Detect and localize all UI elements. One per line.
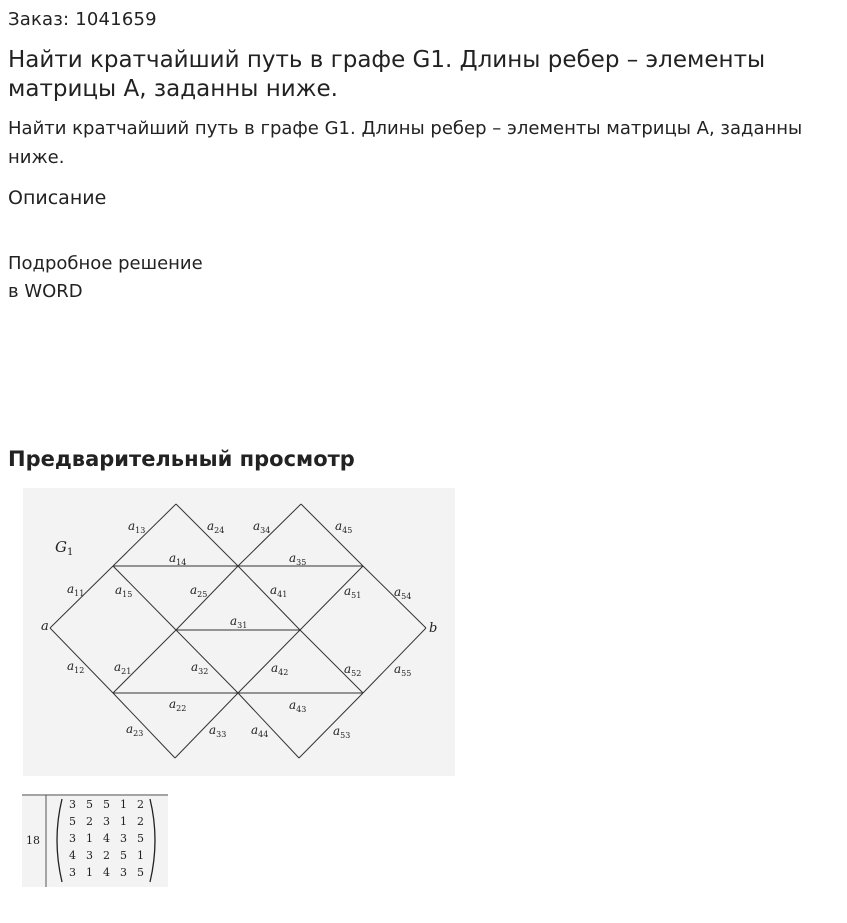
matrix-cell: 1: [120, 798, 127, 811]
matrix-cell: 5: [69, 815, 76, 828]
edge-label: $a_{51}$: [344, 584, 362, 600]
details-line-1: Подробное решение: [8, 253, 203, 274]
matrix-cell: 5: [137, 832, 144, 845]
matrix-cell: 5: [120, 849, 127, 862]
edge-label: $a_{54}$: [394, 585, 412, 601]
matrix-cell: 4: [69, 849, 76, 862]
graph-edge: [299, 693, 363, 758]
matrix-cell: 5: [137, 866, 144, 879]
matrix-cell: 4: [103, 832, 110, 845]
edge-label: $a_{34}$: [253, 519, 271, 535]
matrix-cell: 3: [86, 849, 93, 862]
matrix-left-bracket: [57, 799, 62, 882]
graph-g1: [23, 488, 455, 776]
edge-label: $a_{31}$: [230, 614, 248, 630]
graph-edge: [113, 693, 175, 758]
edge-label: $a_{13}$: [128, 519, 146, 535]
edge-label: $a_{41}$: [270, 583, 288, 599]
matrix-cell: 2: [137, 815, 144, 828]
matrix-cell: 1: [120, 815, 127, 828]
edge-label: $a_{55}$: [394, 662, 412, 678]
graph-edge: [113, 630, 176, 693]
graph-preview-image: [23, 488, 455, 776]
edge-label: $a_{52}$: [344, 662, 362, 678]
matrix-cell: 4: [103, 866, 110, 879]
edge-label: $a_{43}$: [289, 698, 307, 714]
edge-label: $a_{23}$: [126, 722, 144, 738]
edge-label: $a_{22}$: [169, 697, 187, 713]
matrix-cell: 1: [137, 849, 144, 862]
edge-label: $a_{11}$: [67, 582, 85, 598]
matrix-cell: 3: [69, 798, 76, 811]
edge-label: $a_{44}$: [251, 723, 269, 739]
graph-edge: [363, 628, 426, 693]
description-heading: Описание: [8, 187, 107, 209]
matrix-cell: 3: [120, 866, 127, 879]
graph-edge: [176, 504, 238, 566]
details-line-2: в WORD: [8, 281, 83, 302]
edge-label: $a_{32}$: [191, 660, 209, 676]
matrix-a: [22, 794, 168, 887]
matrix-cell: 3: [120, 832, 127, 845]
end-vertex-label: b: [429, 621, 438, 636]
edge-label: $a_{14}$: [169, 551, 187, 567]
solution-details: [8, 250, 203, 306]
matrix-cell: 3: [103, 815, 110, 828]
graph-edge: [300, 630, 363, 693]
edge-label: $a_{53}$: [333, 724, 351, 740]
edge-label: $a_{24}$: [207, 519, 225, 535]
preview-heading: Предварительный просмотр: [8, 447, 355, 471]
graph-name: $G_1$: [55, 538, 74, 558]
matrix-cell: 2: [86, 815, 93, 828]
matrix-cell: 3: [69, 866, 76, 879]
matrix-cell: 3: [69, 832, 76, 845]
edge-label: $a_{15}$: [115, 583, 133, 599]
edge-label: $a_{35}$: [289, 551, 307, 567]
graph-edge: [176, 630, 238, 693]
graph-edge: [175, 693, 238, 758]
start-vertex-label: a: [41, 619, 49, 634]
page-title: Найти кратчайший путь в графе G1. Длины ребер – элементы матрицы A, заданны ниже.: [8, 47, 766, 102]
variant-number: 18: [26, 834, 40, 847]
edge-label: $a_{42}$: [271, 661, 289, 677]
edge-label: $a_{21}$: [114, 660, 132, 676]
matrix-cell: 5: [103, 798, 110, 811]
order-line: Заказ: 1041659: [8, 9, 157, 30]
edge-label: $a_{33}$: [209, 723, 227, 739]
matrix-preview-image: [22, 794, 168, 887]
matrix-right-bracket: [150, 799, 155, 882]
matrix-cell: 1: [86, 866, 93, 879]
problem-description: Найти кратчайший путь в графе G1. Длины ребер – элементы матрицы A, заданны ниже.: [8, 118, 803, 168]
graph-edge: [301, 504, 363, 566]
matrix-cell: 1: [86, 832, 93, 845]
matrix-cell: 2: [137, 798, 144, 811]
edge-label: $a_{45}$: [335, 519, 353, 535]
graph-edge: [113, 504, 176, 566]
matrix-cell: 2: [103, 849, 110, 862]
graph-edge: [238, 630, 300, 693]
graph-edge: [50, 628, 113, 693]
edge-label: $a_{25}$: [190, 583, 208, 599]
edge-label: $a_{12}$: [67, 659, 85, 675]
matrix-cell: 5: [86, 798, 93, 811]
